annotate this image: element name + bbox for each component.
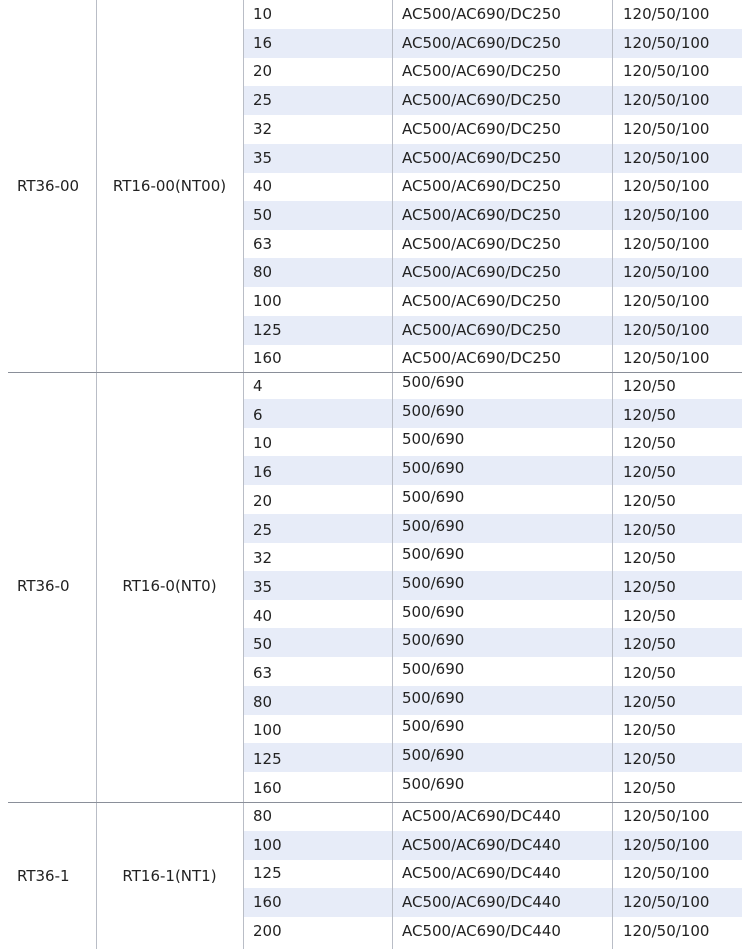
breaking-capacity-cell: 120/50/100 xyxy=(623,893,710,912)
table-row xyxy=(243,831,742,860)
breaking-capacity-cell: 120/50/100 xyxy=(623,234,710,253)
table-row xyxy=(243,115,742,144)
table-row xyxy=(243,514,742,543)
table-row xyxy=(243,230,742,259)
breaking-capacity-cell: 120/50/100 xyxy=(623,62,710,81)
rated-current-cell: 40 xyxy=(253,177,273,196)
table-row xyxy=(243,743,742,772)
rated-voltage-cell: AC500/AC690/DC250 xyxy=(402,148,561,167)
table-row xyxy=(243,57,742,86)
rated-current-cell: 50 xyxy=(253,635,273,654)
rated-current-cell: 63 xyxy=(253,664,273,682)
column-divider xyxy=(612,0,613,372)
rated-current-cell: 16 xyxy=(253,463,273,482)
rated-current-cell: 40 xyxy=(253,606,273,625)
column-divider xyxy=(392,370,393,802)
table-row xyxy=(243,370,742,399)
table-row xyxy=(243,686,742,715)
rated-voltage-cell: 500/690 xyxy=(402,746,465,765)
table-row xyxy=(243,201,742,230)
breaking-capacity-cell: 120/50 xyxy=(623,549,676,568)
table-row xyxy=(243,657,742,686)
rated-current-cell: 16 xyxy=(253,33,273,52)
rated-current-cell: 35 xyxy=(253,148,273,167)
rated-voltage-cell: 500/690 xyxy=(402,516,465,535)
rated-current-cell: 25 xyxy=(253,520,273,539)
rated-voltage-cell: 500/690 xyxy=(402,602,465,621)
rated-current-cell: 160 xyxy=(253,893,282,912)
equivalent-model-label: RT16-0(NT0) xyxy=(122,577,217,595)
table-row xyxy=(243,600,742,629)
breaking-capacity-cell: 120/50/100 xyxy=(623,119,710,138)
model-label: RT36-00 xyxy=(17,177,80,195)
column-divider xyxy=(392,0,393,372)
breaking-capacity-cell: 120/50 xyxy=(623,664,676,682)
breaking-capacity-cell: 120/50/100 xyxy=(623,292,710,310)
breaking-capacity-cell: 120/50/100 xyxy=(623,263,710,282)
rated-voltage-cell: AC500/AC690/DC440 xyxy=(402,893,561,912)
table-row xyxy=(243,802,742,831)
table-row xyxy=(243,316,742,345)
table-row xyxy=(243,287,742,316)
rated-current-cell: 32 xyxy=(253,549,273,568)
rated-current-cell: 32 xyxy=(253,119,273,138)
breaking-capacity-cell: 120/50/100 xyxy=(623,835,710,854)
rated-voltage-cell: AC500/AC690/DC250 xyxy=(402,5,561,23)
rated-current-cell: 100 xyxy=(253,835,282,854)
model-label: RT36-1 xyxy=(17,866,70,885)
breaking-capacity-cell: 120/50 xyxy=(623,577,676,596)
rated-current-cell: 125 xyxy=(253,320,282,339)
rated-voltage-cell: 500/690 xyxy=(402,487,465,506)
rated-voltage-cell: AC500/AC690/DC250 xyxy=(402,119,561,138)
table-row xyxy=(243,0,742,29)
rated-voltage-cell: 500/690 xyxy=(402,774,465,793)
rated-current-cell: 50 xyxy=(253,205,273,224)
column-divider xyxy=(612,370,613,802)
rated-current-cell: 20 xyxy=(253,62,273,81)
rated-voltage-cell: 500/690 xyxy=(402,717,465,736)
rated-current-cell: 125 xyxy=(253,750,282,769)
table-row xyxy=(243,714,742,743)
rated-voltage-cell: AC500/AC690/DC440 xyxy=(402,835,561,854)
rated-voltage-cell: 500/690 xyxy=(402,631,465,650)
rated-voltage-cell: AC500/AC690/DC440 xyxy=(402,864,561,883)
rated-voltage-cell: 500/690 xyxy=(402,401,465,420)
breaking-capacity-cell: 120/50/100 xyxy=(623,320,710,339)
rated-voltage-cell: AC500/AC690/DC250 xyxy=(402,320,561,339)
breaking-capacity-cell: 120/50 xyxy=(623,778,676,797)
breaking-capacity-cell: 120/50/100 xyxy=(623,91,710,110)
rated-current-cell: 35 xyxy=(253,577,273,596)
table-row xyxy=(243,172,742,201)
rated-current-cell: 80 xyxy=(253,692,273,711)
rated-voltage-cell: 500/690 xyxy=(402,430,465,449)
rated-voltage-cell: 500/690 xyxy=(402,545,465,564)
table-row xyxy=(243,86,742,115)
rated-current-cell: 100 xyxy=(253,721,282,740)
rated-voltage-cell: AC500/AC690/DC250 xyxy=(402,205,561,224)
breaking-capacity-cell: 120/50 xyxy=(623,635,676,654)
rated-current-cell: 100 xyxy=(253,292,282,310)
table-row xyxy=(243,399,742,428)
breaking-capacity-cell: 120/50/100 xyxy=(623,864,710,883)
rated-voltage-cell: AC500/AC690/DC440 xyxy=(402,807,561,825)
rated-voltage-cell: AC500/AC690/DC250 xyxy=(402,177,561,196)
rated-current-cell: 200 xyxy=(253,921,282,940)
rated-voltage-cell: 500/690 xyxy=(402,373,465,391)
model-label: RT36-0 xyxy=(17,577,70,595)
rated-current-cell: 160 xyxy=(253,349,282,368)
breaking-capacity-cell: 120/50/100 xyxy=(623,921,710,940)
rated-voltage-cell: AC500/AC690/DC250 xyxy=(402,234,561,253)
rated-voltage-cell: AC500/AC690/DC440 xyxy=(402,921,561,940)
column-divider xyxy=(612,802,613,949)
rated-current-cell: 80 xyxy=(253,807,273,825)
rated-voltage-cell: AC500/AC690/DC250 xyxy=(402,91,561,110)
fuse-group xyxy=(0,802,750,949)
table-row xyxy=(243,144,742,173)
table-row xyxy=(243,258,742,287)
rated-voltage-cell: 500/690 xyxy=(402,573,465,592)
table-row xyxy=(243,888,742,917)
table-row xyxy=(243,542,742,571)
breaking-capacity-cell: 120/50/100 xyxy=(623,807,710,825)
group-separator xyxy=(8,372,742,373)
rated-voltage-cell: 500/690 xyxy=(402,660,465,678)
breaking-capacity-cell: 120/50 xyxy=(623,692,676,711)
breaking-capacity-cell: 120/50/100 xyxy=(623,5,710,23)
breaking-capacity-cell: 120/50 xyxy=(623,463,676,482)
rated-voltage-cell: AC500/AC690/DC250 xyxy=(402,263,561,282)
rated-current-cell: 10 xyxy=(253,5,273,23)
fuse-group xyxy=(0,372,750,802)
rated-current-cell: 20 xyxy=(253,491,273,510)
table-row xyxy=(243,772,742,801)
table-row xyxy=(243,456,742,485)
rated-current-cell: 25 xyxy=(253,91,273,110)
table-row xyxy=(243,485,742,514)
rated-voltage-cell: AC500/AC690/DC250 xyxy=(402,349,561,368)
breaking-capacity-cell: 120/50 xyxy=(623,434,676,453)
breaking-capacity-cell: 120/50/100 xyxy=(623,148,710,167)
breaking-capacity-cell: 120/50 xyxy=(623,491,676,510)
fuse-group xyxy=(0,0,750,372)
breaking-capacity-cell: 120/50/100 xyxy=(623,349,710,368)
group-separator xyxy=(8,802,742,803)
table-row xyxy=(243,29,742,58)
equivalent-model-label: RT16-00(NT00) xyxy=(112,177,227,195)
breaking-capacity-cell: 120/50 xyxy=(623,750,676,769)
rated-current-cell: 160 xyxy=(253,778,282,797)
breaking-capacity-cell: 120/50 xyxy=(623,606,676,625)
table-row xyxy=(243,628,742,657)
table-row xyxy=(243,427,742,456)
rated-voltage-cell: AC500/AC690/DC250 xyxy=(402,62,561,81)
breaking-capacity-cell: 120/50/100 xyxy=(623,205,710,224)
breaking-capacity-cell: 120/50/100 xyxy=(623,177,710,196)
equivalent-model-label: RT16-1(NT1) xyxy=(122,866,217,885)
rated-current-cell: 4 xyxy=(253,377,263,395)
breaking-capacity-cell: 120/50 xyxy=(623,377,676,395)
column-divider xyxy=(392,802,393,949)
rated-voltage-cell: AC500/AC690/DC250 xyxy=(402,33,561,52)
rated-current-cell: 80 xyxy=(253,263,273,282)
column-divider xyxy=(243,372,244,802)
rated-voltage-cell: AC500/AC690/DC250 xyxy=(402,292,561,310)
breaking-capacity-cell: 120/50 xyxy=(623,721,676,740)
table-row xyxy=(243,859,742,888)
rated-voltage-cell: 500/690 xyxy=(402,459,465,478)
table-row xyxy=(243,571,742,600)
table-row xyxy=(243,917,742,946)
rated-current-cell: 125 xyxy=(253,864,282,883)
breaking-capacity-cell: 120/50 xyxy=(623,520,676,539)
column-divider xyxy=(243,802,244,949)
rated-current-cell: 63 xyxy=(253,234,273,253)
rated-current-cell: 10 xyxy=(253,434,273,453)
rated-voltage-cell: 500/690 xyxy=(402,688,465,707)
rated-current-cell: 6 xyxy=(253,405,263,424)
breaking-capacity-cell: 120/50 xyxy=(623,405,676,424)
column-divider xyxy=(243,0,244,372)
breaking-capacity-cell: 120/50/100 xyxy=(623,33,710,52)
